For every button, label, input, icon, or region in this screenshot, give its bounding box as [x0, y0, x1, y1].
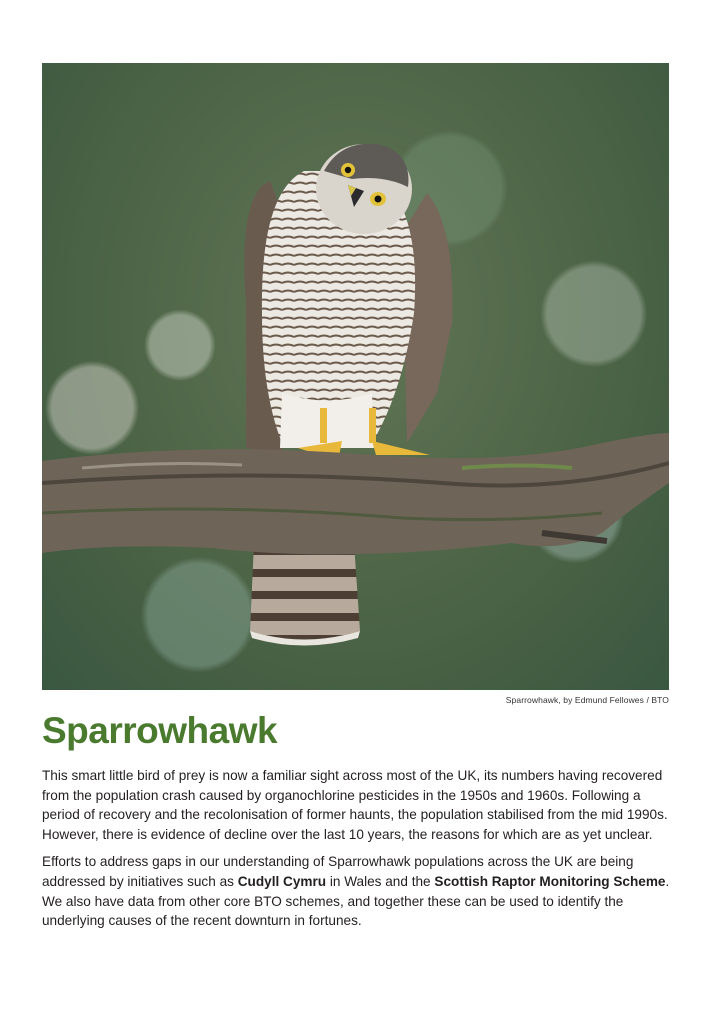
scottish-raptor-scheme-emphasis: Scottish Raptor Monitoring Scheme [434, 873, 666, 889]
sparrowhawk-photo [42, 63, 669, 690]
paragraph-efforts-part2: in Wales and the [326, 873, 435, 889]
paragraph-efforts-part3: . We also have data from other core BTO schemes, and together these can be used to identify the underlying causes of the recent downturn in fortunes. [42, 873, 670, 929]
photo-credit: Sparrowhawk, by Edmund Fellowes / BTO [505, 695, 669, 705]
cudyll-cymru-emphasis: Cudyll Cymru [237, 873, 327, 889]
paragraph-efforts-part1: Efforts to address gaps in our understanding of Sparrowhawk populations across the UK are being addressed by initiatives such as [42, 854, 634, 889]
paragraph-intro: This smart little bird of prey is now a familiar sight across most of the UK, its numbers having recovered from the population crash caused by organochlorine pesticides in the 1950s and 1960s. Following a period of recovery and the recolonisation of former haunts, the population stabilised from the mid 1990s. However, there is evidence of decline over the last 10 years, the reasons for which are as yet unclear. [42, 768, 668, 842]
page-title: Sparrowhawk [42, 710, 278, 751]
paragraph-efforts [42, 852, 670, 930]
sparrowhawk-illustration [42, 63, 669, 690]
body-text [42, 766, 670, 939]
